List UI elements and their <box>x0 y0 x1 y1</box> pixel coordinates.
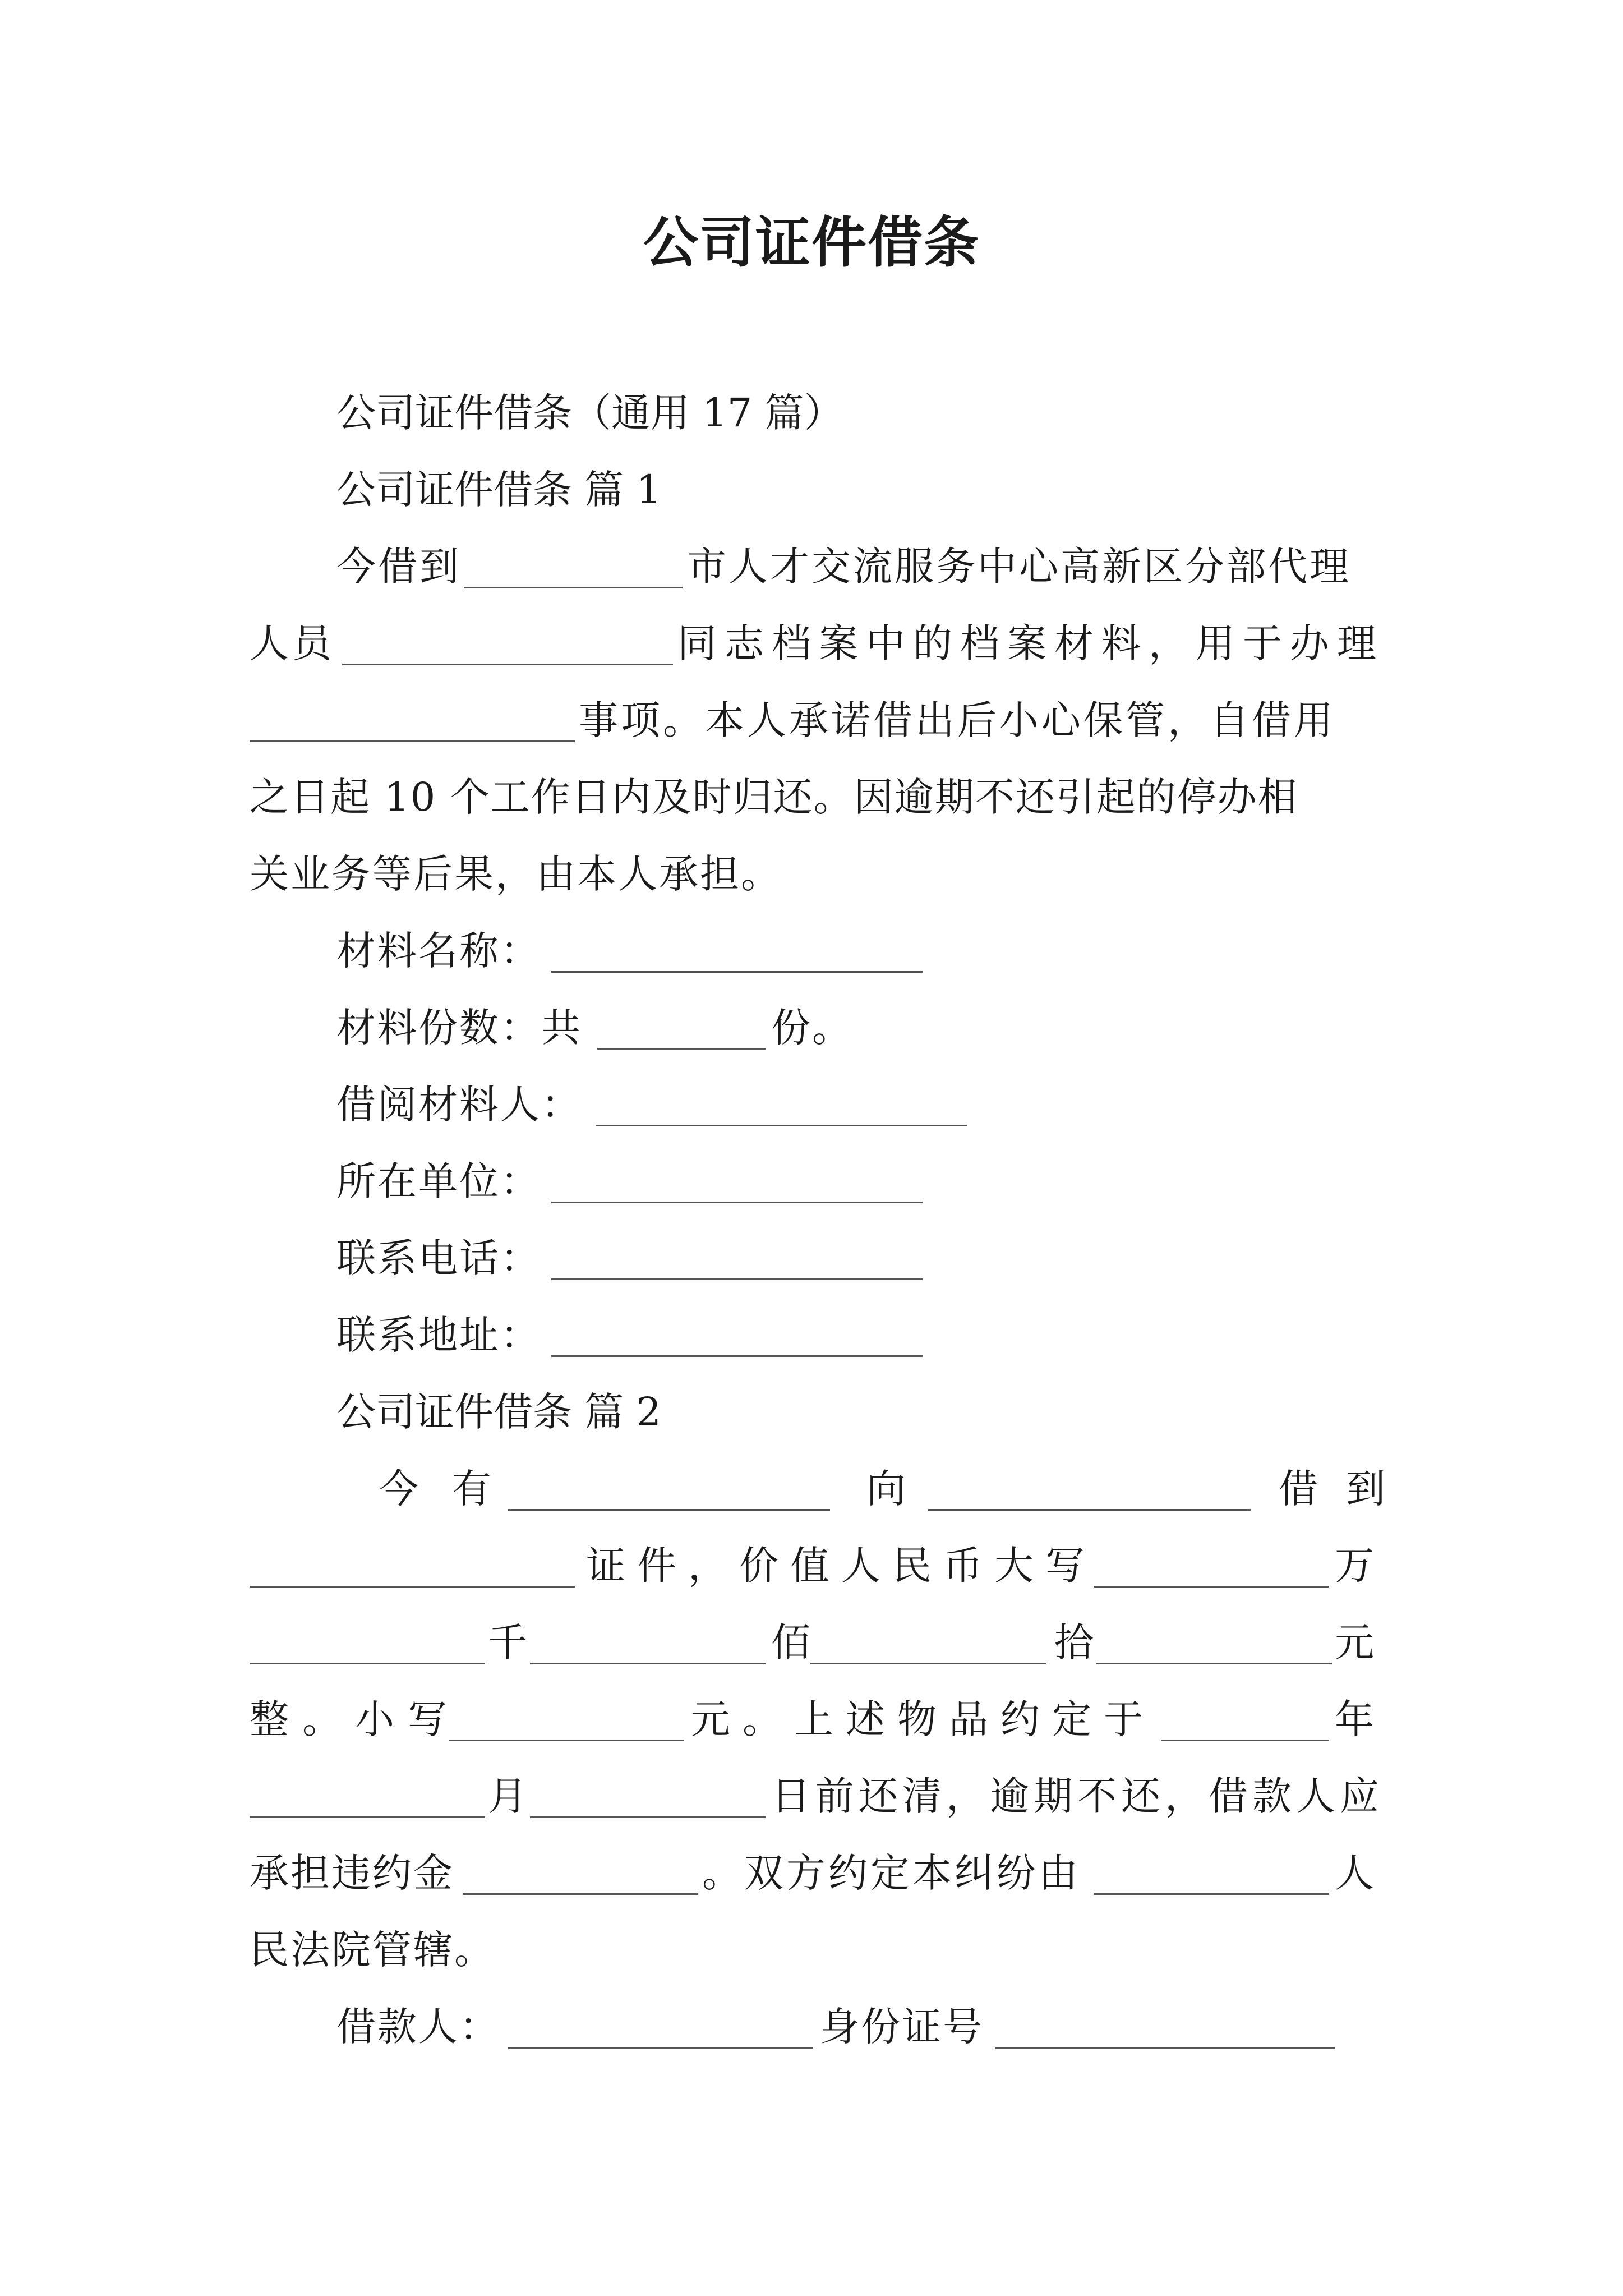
text-value-words: 证件，价值人民币大写 <box>586 1543 1096 1589</box>
blank-material-name <box>551 971 923 973</box>
paragraph-2-line-7 <box>0 1912 1623 1989</box>
blank-matter <box>250 740 575 742</box>
paragraph-2-line-2 <box>0 1527 1623 1604</box>
text-borrower-label: 借款人： <box>336 2004 500 2050</box>
subtitle-line <box>0 375 1623 452</box>
blank-day <box>530 1816 766 1818</box>
paragraph-2-line-1 <box>0 1451 1623 1527</box>
paragraph-2-line-3 <box>0 1604 1623 1681</box>
paragraph-1-line-2 <box>0 605 1623 682</box>
blank-lowercase-amount <box>449 1740 684 1741</box>
field-material-count-unit: 份。 <box>771 1005 853 1051</box>
paragraph-1-line-5 <box>0 836 1623 913</box>
text-repay-before: 日前还清，逾期不还，借款人应 <box>771 1773 1384 1819</box>
field-material-count <box>0 990 1623 1066</box>
blank-comrade-name <box>342 664 673 665</box>
blank-unit <box>551 1202 923 1203</box>
text-borrowed-2: 借到 <box>1279 1466 1413 1512</box>
paragraph-1-line-3 <box>0 682 1623 759</box>
text-qian: 千 <box>488 1619 527 1665</box>
field-material-name-label: 材料名称： <box>336 928 541 974</box>
field-borrower <box>0 1066 1623 1143</box>
field-address <box>0 1297 1623 1374</box>
text-talent-center: 市人才交流服务中心高新区分部代理 <box>687 544 1351 590</box>
subtitle: 公司证件借条（通用 17 篇） <box>336 390 843 436</box>
blank-year <box>1161 1740 1329 1741</box>
paragraph-2-line-4 <box>0 1681 1623 1758</box>
section-2-heading: 公司证件借条 篇 2 <box>336 1389 662 1435</box>
text-wan: 万 <box>1335 1543 1374 1589</box>
text-penalty: 承担违约金 <box>250 1850 454 1896</box>
blank-court <box>1094 1893 1329 1895</box>
text-person: 人 <box>1335 1850 1374 1896</box>
blank-borrower-name <box>508 2047 813 2049</box>
paragraph-1-line-4 <box>0 759 1623 836</box>
field-unit <box>0 1143 1623 1220</box>
text-court-jurisdiction: 民法院管辖。 <box>250 1927 495 1973</box>
text-whole-lowercase: 整。小写 <box>250 1696 460 1742</box>
blank-material-count <box>597 1048 766 1050</box>
text-now-have: 今有 <box>379 1466 525 1512</box>
section-2-heading-line <box>0 1374 1623 1451</box>
text-return-deadline: 之日起 10 个工作日内及时归还。因逾期不还引起的停办相 <box>250 774 1298 820</box>
text-dispute: 。双方约定本纠纷由 <box>702 1850 1081 1896</box>
field-address-label: 联系地址： <box>336 1312 541 1358</box>
blank-yuan <box>1096 1663 1332 1664</box>
blank-city <box>464 587 683 588</box>
field-unit-label: 所在单位： <box>336 1158 541 1204</box>
blank-wan <box>1094 1586 1329 1588</box>
text-archive-materials: 同志档案中的档案材料，用于办理 <box>677 620 1384 666</box>
text-bai: 佰 <box>771 1619 810 1665</box>
blank-borrower <box>596 1125 967 1126</box>
blank-lender-party <box>928 1509 1251 1511</box>
paragraph-2-line-6 <box>0 1835 1623 1912</box>
blank-borrower-party <box>508 1509 830 1511</box>
text-month: 月 <box>488 1773 527 1819</box>
text-personnel: 人员 <box>250 620 335 666</box>
text-consequences: 关业务等后果，由本人承担。 <box>250 851 782 897</box>
blank-month <box>250 1816 485 1818</box>
text-promise: 事项。本人承诺借出后小心保管，自借用 <box>579 697 1336 743</box>
blank-address <box>551 1355 923 1357</box>
text-shi: 拾 <box>1054 1619 1094 1665</box>
field-borrower-label: 借阅材料人： <box>336 1082 582 1128</box>
section-1-heading-line <box>0 452 1623 528</box>
paragraph-1-line-1 <box>0 528 1623 605</box>
blank-shi <box>810 1663 1046 1664</box>
field-phone <box>0 1220 1623 1297</box>
text-from: 向 <box>866 1466 906 1512</box>
text-agreed-date: 元。上述物品约定于 <box>691 1696 1155 1742</box>
field-phone-label: 联系电话： <box>336 1235 541 1281</box>
blank-phone <box>551 1278 923 1280</box>
paragraph-2-line-5 <box>0 1758 1623 1835</box>
blank-id-number <box>995 2047 1335 2049</box>
section-1-heading: 公司证件借条 篇 1 <box>336 467 662 513</box>
text-id-number-label: 身份证号 <box>820 2004 984 2050</box>
paragraph-2-line-8 <box>0 1989 1623 2065</box>
field-material-count-label: 材料份数：共 <box>336 1005 582 1051</box>
blank-bai <box>530 1663 766 1664</box>
blank-penalty <box>463 1893 698 1895</box>
text-borrowed: 今借到 <box>336 544 461 590</box>
blank-certificate <box>250 1586 575 1588</box>
text-yuan: 元 <box>1335 1619 1374 1665</box>
field-material-name <box>0 913 1623 990</box>
blank-qian <box>250 1663 485 1664</box>
document-title: 公司证件借条 <box>643 210 980 275</box>
text-year: 年 <box>1335 1696 1374 1742</box>
